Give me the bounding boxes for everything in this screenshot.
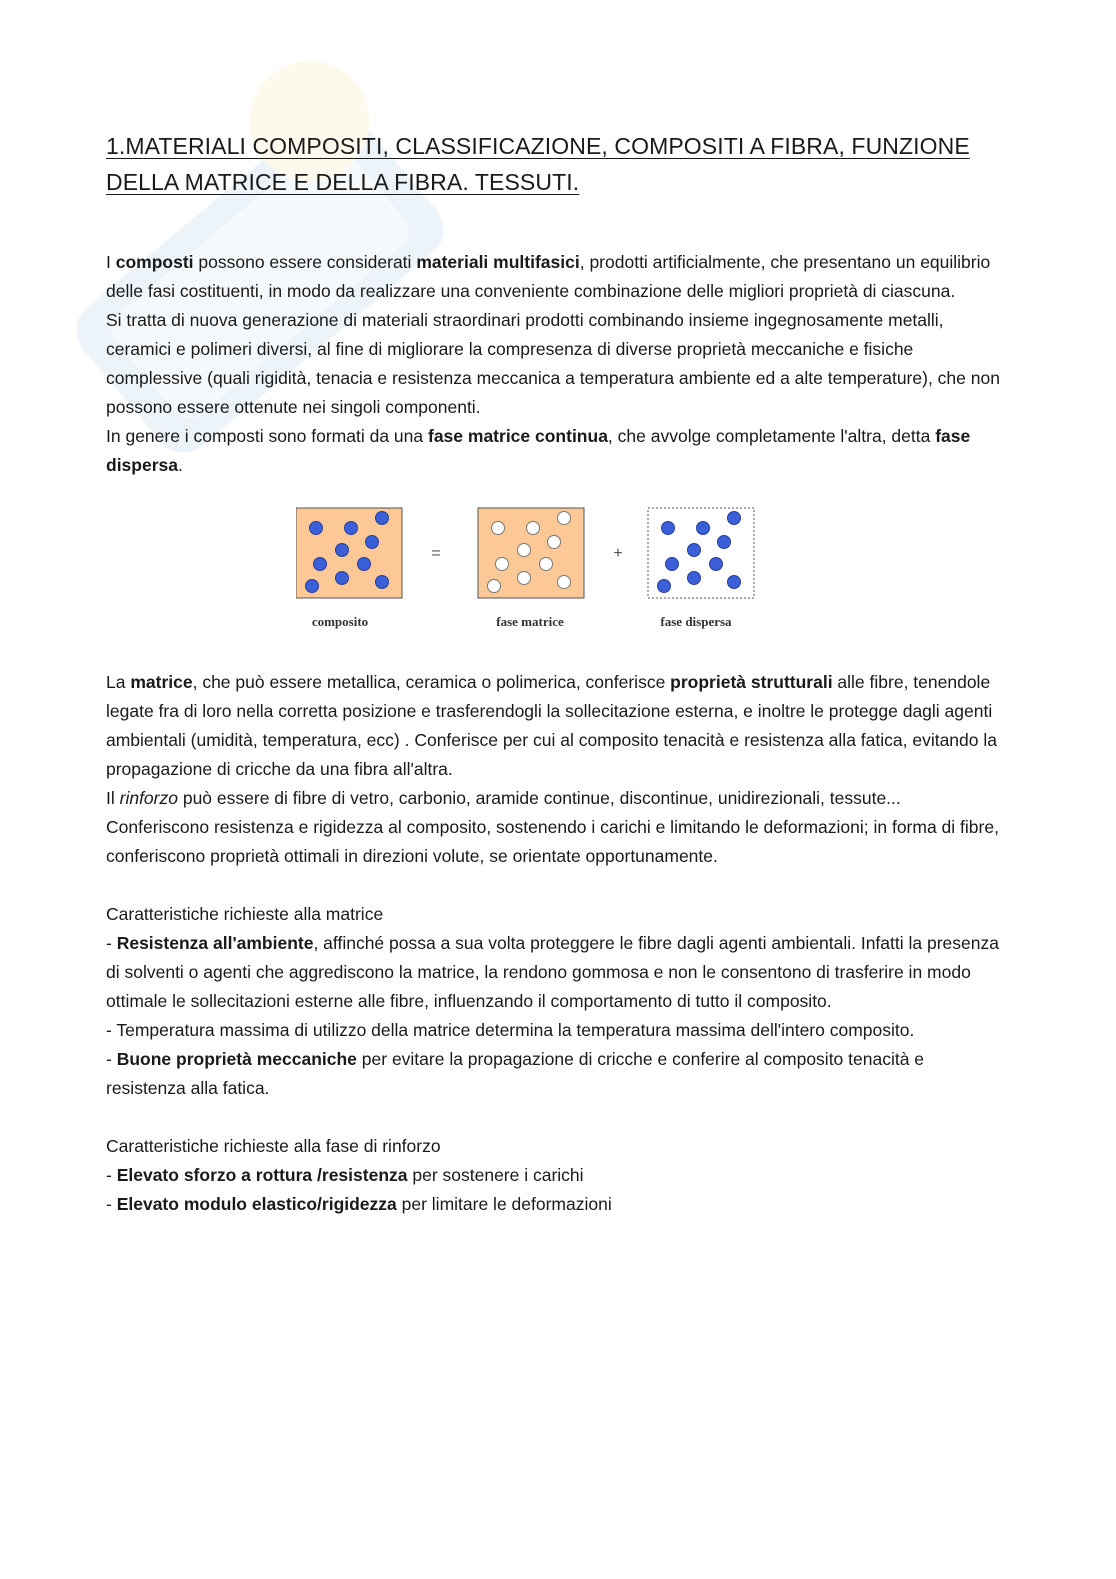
intro-paragraph-3: In genere i composti sono formati da una fase matrice continua, che avvolge completamente l'altra, detta fase dispersa. [106, 426, 971, 475]
matrix-hole [518, 544, 531, 557]
particle [688, 572, 701, 585]
particle [710, 558, 723, 571]
rinforzo-paragraph: Il rinforzo può essere di fibre di vetro, carbonio, aramide continue, discontinue, unidirezionali, tessute... [106, 788, 901, 808]
particle [718, 536, 731, 549]
particle [314, 558, 327, 571]
composite-diagram [296, 504, 766, 642]
req-matrice-item-3: - Buone proprietà meccaniche per evitare la propagazione di cricche e conferire al composito tenacità e resistenza alla fatica. [106, 1049, 925, 1098]
matrix-hole [496, 558, 509, 571]
particle [662, 522, 675, 535]
intro-paragraph-2: Si tratta di nuova generazione di materiali straordinari prodotti combinando insieme ingegnosamente metalli, ceramici e polimeri diversi, al fine di migliorare la compresenza di diverse proprietà meccaniche e fisiche complessive (quali rigidità, tenacia e resistenza meccanica a temperatura ambiente ed a alte temperature), che non possono essere ottenute nei singoli componenti. [106, 310, 1000, 417]
matrix-hole [518, 572, 531, 585]
document-title: 1.MATERIALI COMPOSITI, CLASSIFICAZIONE, COMPOSITI A FIBRA, FUNZIONE DELLA MATRICE E DELLA FIBRA. TESSUTI. [106, 133, 970, 195]
particle [358, 558, 371, 571]
rinforzo-paragraph-2: Conferiscono resistenza e rigidezza al composito, sostenendo i carichi e limitando le deformazioni; in forma di fibre, conferiscono proprietà ottimali in direzioni volute, se orientate opportunamente. [106, 817, 999, 866]
particle [336, 544, 349, 557]
particle [366, 536, 379, 549]
particle [336, 572, 349, 585]
req-matrice-heading: Caratteristiche richieste alla matrice [106, 904, 384, 924]
particle [306, 580, 319, 593]
matrix-hole [548, 536, 561, 549]
plus-sign: + [613, 545, 623, 562]
label-fase-dispersa: fase dispersa [660, 614, 732, 629]
particle [376, 512, 389, 525]
particle [345, 522, 358, 535]
matrix-hole [492, 522, 505, 535]
matrix-hole [488, 580, 501, 593]
matrix-hole [558, 576, 571, 589]
particle [666, 558, 679, 571]
req-rinforzo-item-1: - Elevato sforzo a rottura /resistenza per sostenere i carichi [106, 1165, 584, 1185]
particle [728, 512, 741, 525]
intro-paragraph-1: I composti possono essere considerati materiali multifasici, prodotti artificialmente, che presentano un equilibrio delle fasi costituenti, in modo da realizzare una conveniente combinazione delle migliori proprietà di ciascuna. [106, 252, 991, 301]
particle [697, 522, 710, 535]
matrix-hole [558, 512, 571, 525]
composite-diagram-svg [296, 504, 766, 642]
particle [728, 576, 741, 589]
particle [376, 576, 389, 589]
matrice-paragraph-1: La matrice, che può essere metallica, ceramica o polimerica, conferisce proprietà strutturali alle fibre, tenendole legate fra di loro nella corretta posizione e trasferendogli la sollecitazione esterna, e inoltre le protegge dagli agenti ambientali (umidità, temperatura, ecc) . Conferisce per cui al composito tenacità e resistenza alla fatica, evitando la propagazione di cricche da una fibra all'altra. [106, 672, 997, 779]
document-page [106, 128, 1006, 1219]
label-fase-matrice: fase matrice [496, 614, 564, 629]
particle [310, 522, 323, 535]
particle [658, 580, 671, 593]
equals-sign: = [431, 545, 441, 562]
label-composito: composito [311, 614, 369, 629]
particle [688, 544, 701, 557]
req-rinforzo-heading: Caratteristiche richieste alla fase di rinforzo [106, 1136, 441, 1156]
matrix-hole [540, 558, 553, 571]
req-rinforzo-item-2: - Elevato modulo elastico/rigidezza per limitare le deformazioni [106, 1194, 612, 1214]
matrix-hole [527, 522, 540, 535]
req-matrice-item-2: - Temperatura massima di utilizzo della matrice determina la temperatura massima dell'intero composito. [106, 1020, 915, 1040]
req-matrice-item-1: - Resistenza all'ambiente, affinché possa a sua volta proteggere le fibre dagli agenti ambientali. Infatti la presenza di solventi o agenti che aggrediscono la matrice, la rendono gommosa e non le consentono di trasferire in modo ottimale le sollecitazioni esterne alle fibre, influenzando il comportamento di tutto il composito. [106, 933, 999, 1011]
